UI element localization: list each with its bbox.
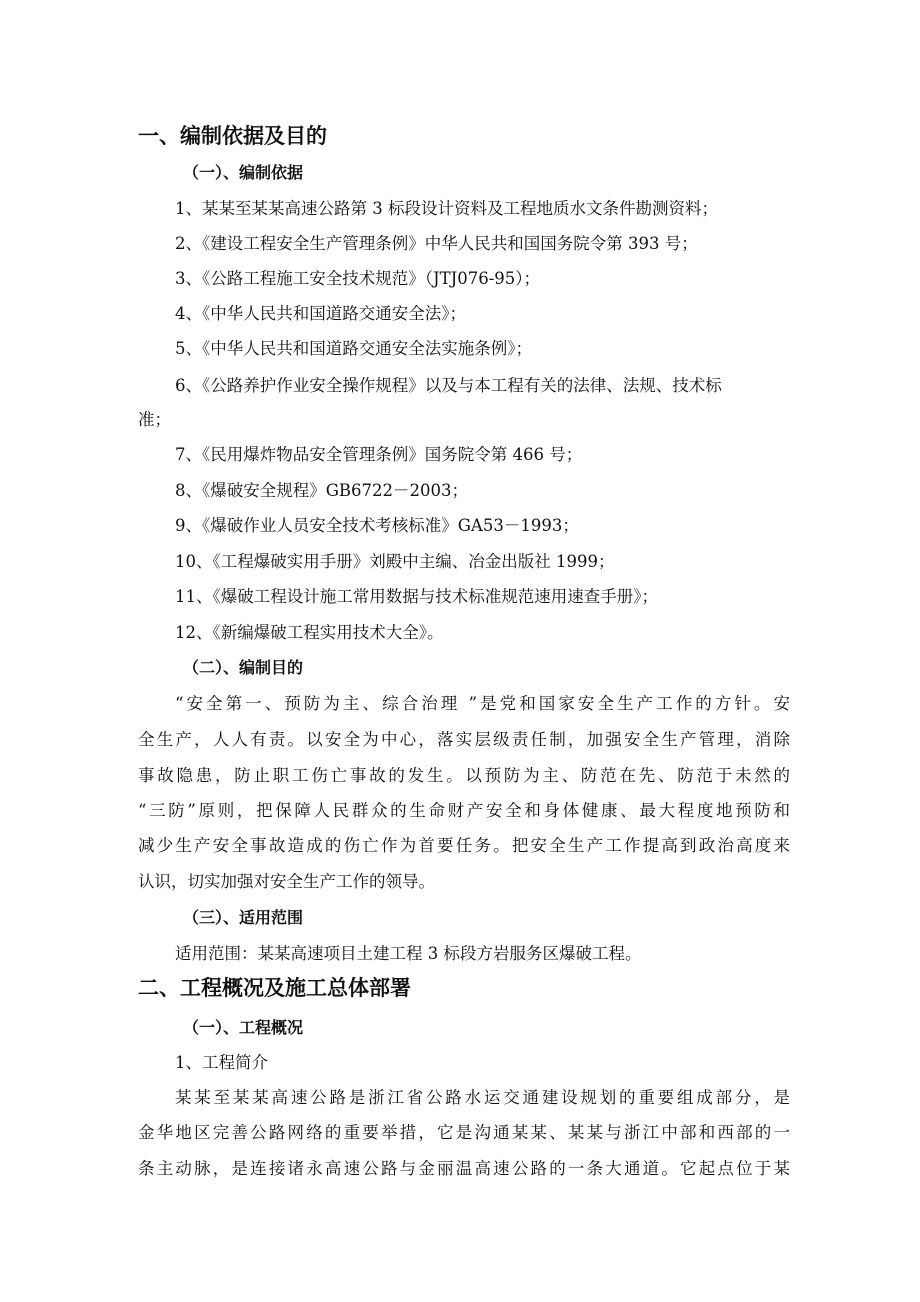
subsection-overview-heading: （一）、工程概况 (183, 1018, 304, 1037)
basis-item-6: 6、《公路养护作业安全操作规程》以及与本工程有关的法律、法规、技术标 (175, 376, 722, 395)
purpose-paragraph-line-6: 认识，切实加强对安全生产工作的领导。 (138, 872, 435, 891)
section-1-heading: 一、编制依据及目的 (138, 124, 327, 148)
basis-item-12: 12、《新编爆破工程实用技术大全》。 (175, 623, 444, 642)
basis-item-7: 7、《民用爆炸物品安全管理条例》国务院令第 466 号； (175, 445, 583, 464)
basis-item-8: 8、《爆破安全规程》GB6722－2003； (175, 481, 469, 500)
purpose-paragraph-line-1: “安全第一、预防为主、综合治理 ”是党和国家安全生产工作的方针。安 (175, 694, 790, 713)
subsection-scope-heading: （三）、适用范围 (183, 908, 304, 927)
overview-item-1: 1、工程简介 (175, 1053, 268, 1072)
basis-item-5: 5、《中华人民共和国道路交通安全法实施条例》； (175, 339, 532, 358)
purpose-paragraph-line-4: “三防”原则，把保障人民群众的生命财产安全和身体健康、最大程度地预防和 (138, 801, 790, 820)
overview-paragraph-line-2: 金华地区完善公路网络的重要举措，它是沟通某某、某某与浙江中部和西部的一 (138, 1123, 790, 1142)
purpose-paragraph-line-3: 事故隐患，防止职工伤亡事故的发生。以预防为主、防范在先、防范于未然的 (138, 766, 790, 785)
basis-item-9: 9、《爆破作业人员安全技术考核标准》GA53－1993； (175, 516, 579, 535)
basis-item-1: 1、某某至某某高速公路第 3 标段设计资料及工程地质水文条件勘测资料； (175, 199, 718, 218)
overview-paragraph-line-3: 条主动脉，是连接诸永高速公路与金丽温高速公路的一条大通道。它起点位于某 (138, 1159, 790, 1178)
basis-item-4: 4、《中华人民共和国道路交通安全法》； (175, 304, 466, 323)
basis-item-6-continued: 准； (138, 410, 171, 429)
basis-item-10: 10、《工程爆破实用手册》刘殿中主编、冶金出版社 1999； (175, 552, 615, 571)
section-2-heading: 二、工程概况及施工总体部署 (138, 976, 411, 1000)
basis-item-2: 2、《建设工程安全生产管理条例》中华人民共和国国务院令第 393 号； (175, 234, 698, 253)
basis-item-11: 11、《爆破工程设计施工常用数据与技术标准规范速用速查手册》； (175, 587, 658, 606)
overview-paragraph-line-1: 某某至某某高速公路是浙江省公路水运交通建设规划的重要组成部分，是 (175, 1088, 790, 1107)
basis-item-3: 3、《公路工程施工安全技术规范》（JTJ076-95）； (175, 269, 541, 288)
purpose-paragraph-line-2: 全生产，人人有责。以安全为中心，落实层级责任制，加强安全生产管理，消除 (138, 730, 790, 749)
scope-text: 适用范围：某某高速项目土建工程 3 标段方岩服务区爆破工程。 (175, 944, 642, 963)
subsection-purpose-heading: （二）、编制目的 (183, 658, 304, 677)
purpose-paragraph-line-5: 减少生产安全事故造成的伤亡作为首要任务。把安全生产工作提高到政治高度来 (138, 836, 790, 855)
subsection-basis-heading: （一）、编制依据 (183, 163, 304, 182)
